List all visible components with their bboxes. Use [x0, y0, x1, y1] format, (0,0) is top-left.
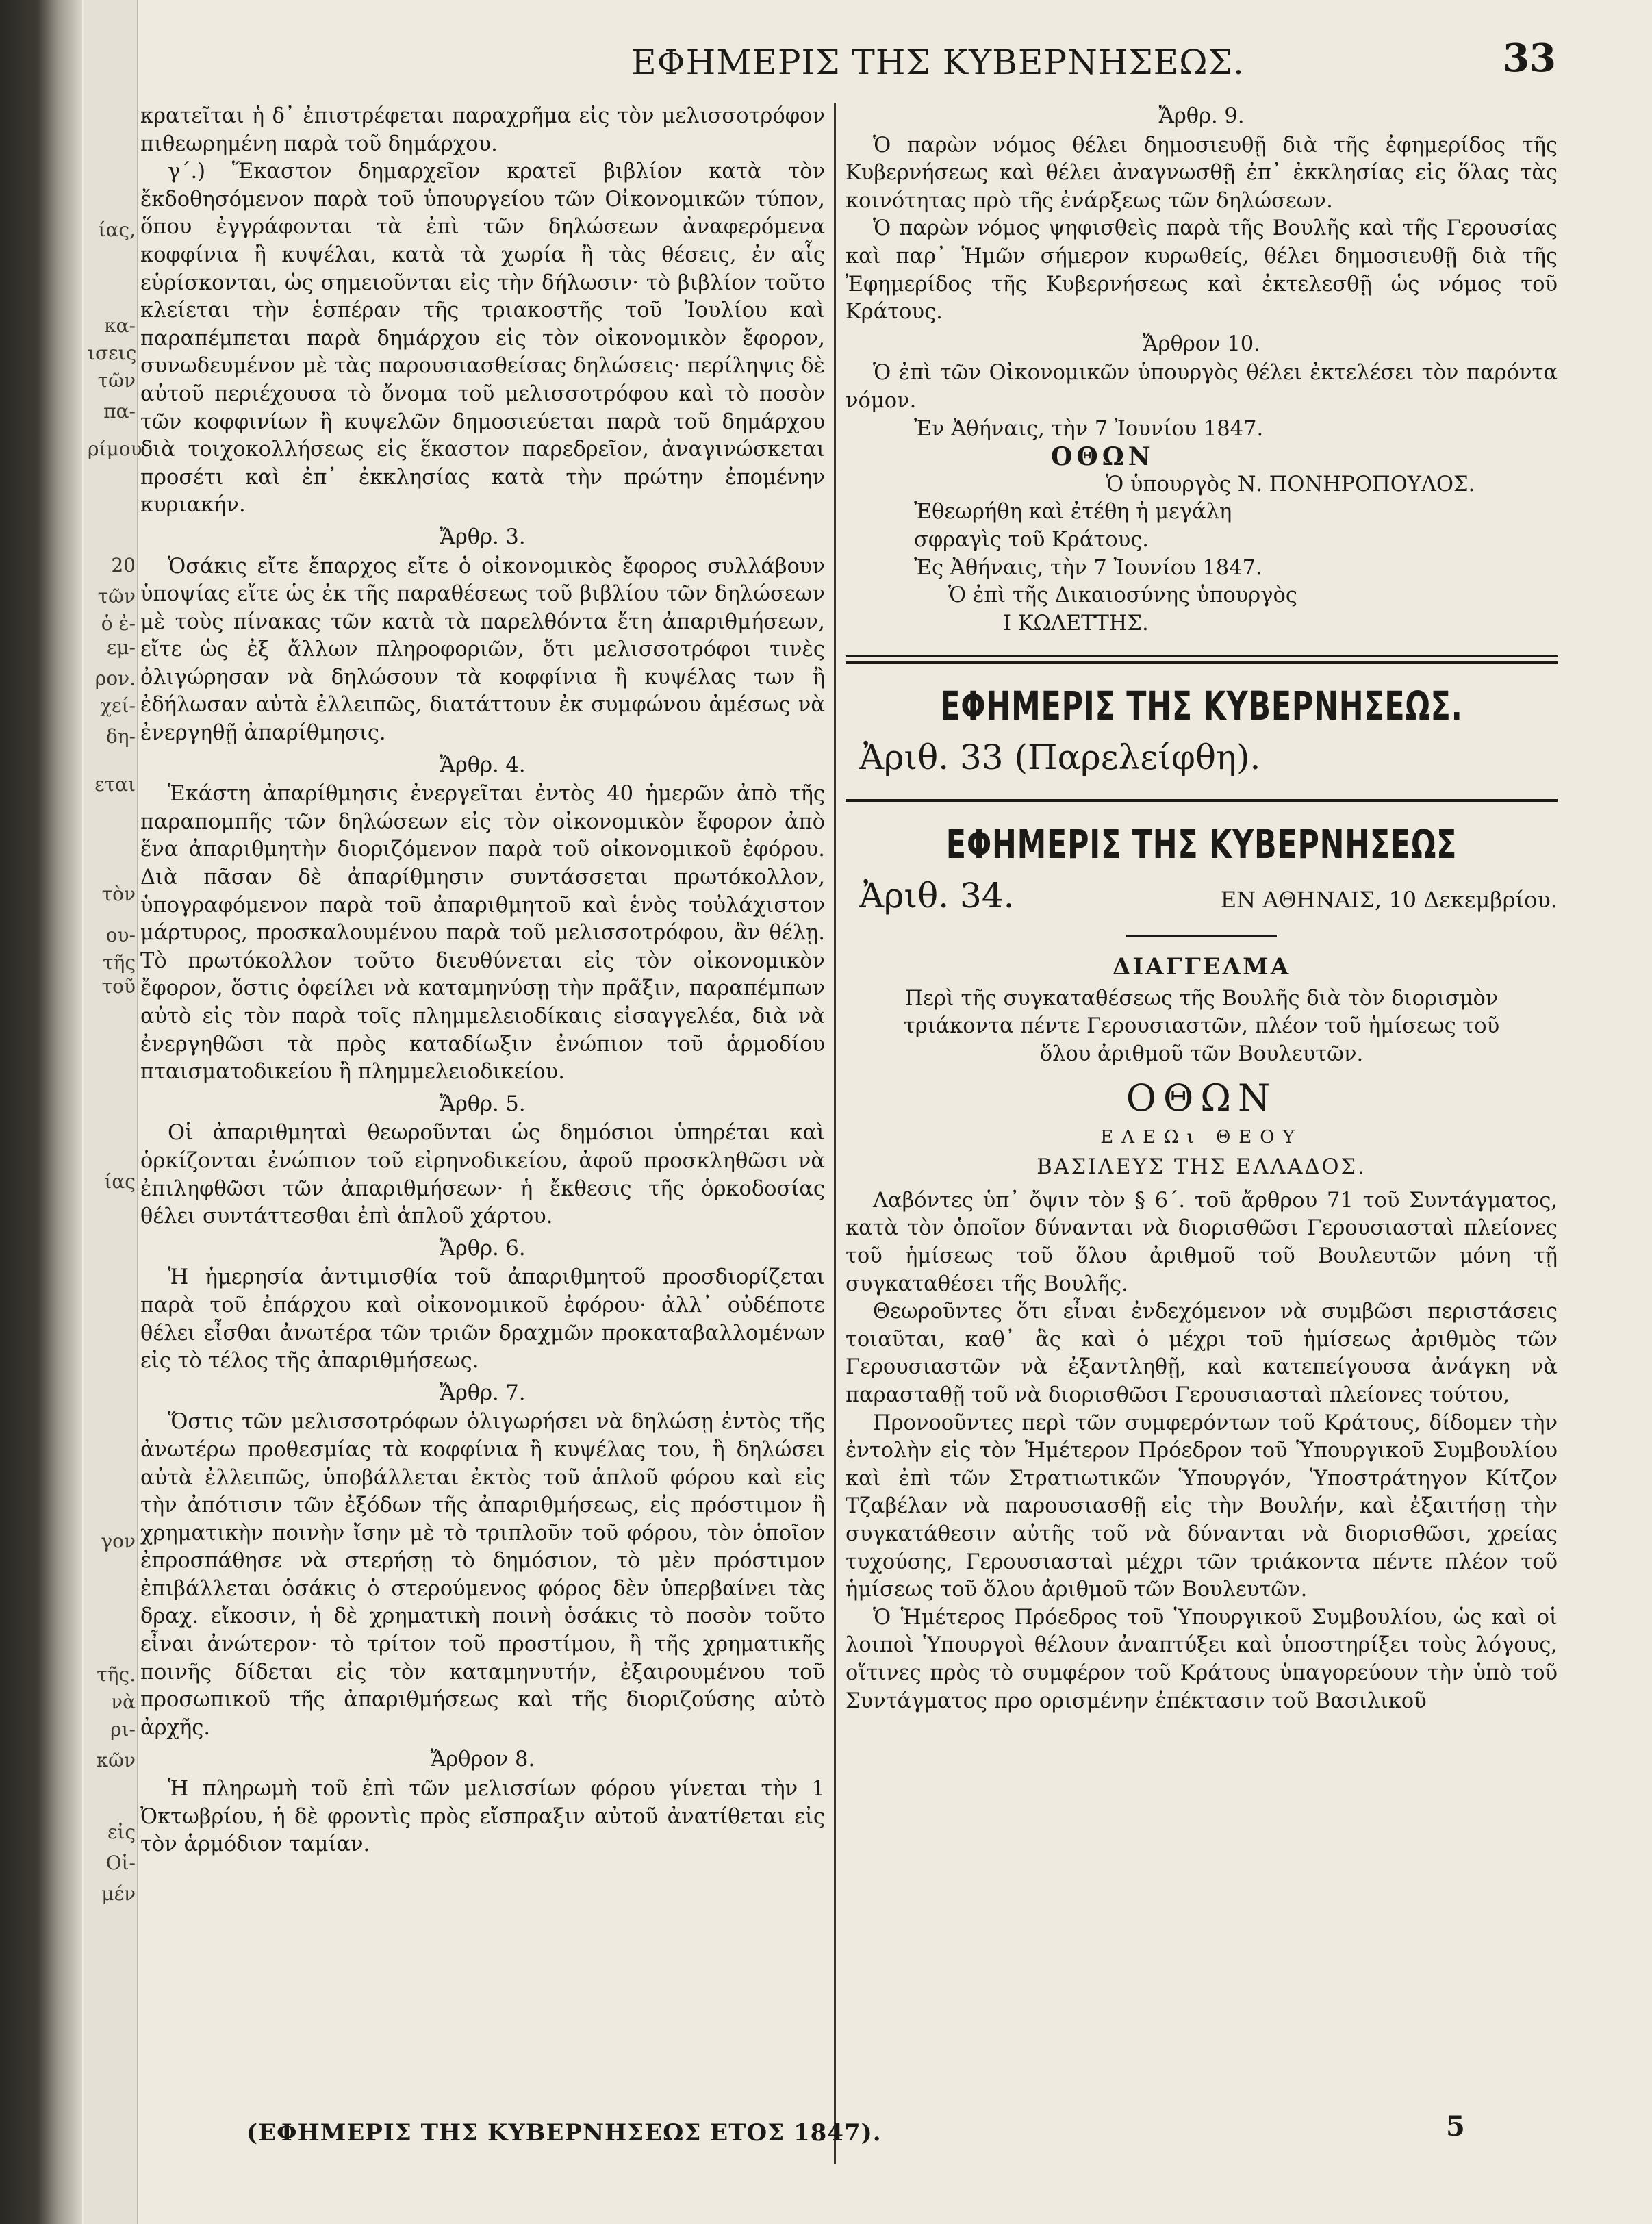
article-text: Ὁ παρὼν νόμος θέλει δημοσιευθῇ διὰ τῆς ἐφημερίδος τῆς Κυβερνήσεως καὶ θέλει ἀναγνωσθῇ ἐπ᾽ ἐκκλησίας εἰς ὅλας τὰς κοινότητας πρὸ τῆς ἐνάρξεως τῶν δηλώσεων. [846, 133, 1558, 213]
margin-fragment: κῶν [96, 1749, 136, 1771]
margin-fragment: τῶν [97, 369, 136, 392]
signature-justice-name: Ι ΚΩΛΕΤΤΗΣ. [1003, 611, 1149, 635]
section-rule [1126, 935, 1277, 937]
margin-fragment: ου- [105, 924, 136, 946]
page-header [137, 27, 1652, 96]
margin-fragment: πα- [103, 400, 136, 422]
margin-fragment: τὸν [101, 883, 136, 905]
signature-justice-title: Ὁ ἐπὶ τῆς Δικαιοσύνης ὑπουργὸς [948, 583, 1297, 608]
signature-minister: Ὁ ὑπουργὸς Ν. ΠΟΝΗΡΟΠΟΥΛΟΣ. [1106, 472, 1475, 496]
article-heading: Ἄρθρ. 5. [440, 1091, 526, 1116]
margin-fragment: Οἱ- [105, 1852, 136, 1874]
margin-fragment: ίας, [98, 218, 136, 241]
decree-paragraph: Λαβόντες ὑπ᾽ ὄψιν τὸν § 6΄. τοῦ ἄρθρου 71 τοῦ Συντάγματος, κατὰ τὸν ὁποῖον δύνανται νὰ διορισθῶσι Γερουσιασταὶ πλείονες τοῦ ἡμίσεως τοῦ ὅλου ἀριθμοῦ τοῦ Βουλευτῶν μόνη τῇ συγκαταθέσει τῆς Βουλῆς. [846, 1188, 1558, 1296]
margin-fragment: εμ- [106, 636, 136, 659]
section-rule [846, 655, 1558, 664]
decree-paragraph: Ὁ Ἡμέτερος Πρόεδρος τοῦ Ὑπουργικοῦ Συμβουλίου, ὡς καὶ οἱ λοιποὶ Ὑπουργοὶ θέλουν ἀναπτύξει καὶ ὑποστηρίξει τοὺς λόγους, οἵτινες πρὸς τὸ συμφέρον τοῦ Κράτους ὑπαγορεύουν τὴν ὑπὸ τοῦ Συντάγματος προ ορισμένην ἐπέκτασιν τοῦ Βασιλικοῦ [846, 1605, 1558, 1713]
article-heading: Ἄρθρ. 3. [440, 525, 526, 549]
margin-fragment: ρίμου [88, 438, 142, 460]
article-text: Ἡ πληρωμὴ τοῦ ἐπὶ τῶν μελισσίων φόρου γίνεται τὴν 1 Ὀκτωβρίου, ἡ δὲ φροντὶς πρὸς εἴσπραξιν αὐτοῦ ἀνατίθεται εἰς τὸν ἁρμόδιον ταμίαν. [140, 1777, 825, 1857]
margin-fragment: ρον. [94, 667, 136, 690]
article-heading: Ἄρθρ. 6. [440, 1236, 526, 1261]
article-heading: Ἄρθρ. 7. [440, 1380, 526, 1405]
decree-paragraph: Θεωροῦντες ὅτι εἶναι ἐνδεχόμενον νὰ συμβῶσι περιστάσεις τοιαῦται, καθ᾽ ἃς καὶ ὁ μέχρι τοῦ ἡμίσεως ἀριθμὸς τῶν Γερουσιαστῶν νὰ ἐξαντληθῇ, καὶ κατεπείγουσα ἀνάγκη νὰ παρασταθῇ τοῦ νὰ διορισθῶσι Γερουσιασταὶ πλείονες τούτου, [846, 1300, 1558, 1407]
article-heading: Ἄρθρ. 4. [440, 753, 526, 777]
decree-heading: ΔΙΑΓΓΕΛΜΑ [1112, 953, 1291, 981]
margin-fragment: γον [101, 1530, 136, 1552]
margin-fragment: ὁ ἐ- [101, 612, 136, 635]
margin-fragment: τῶν [97, 585, 136, 607]
issue-date: ΕΝ ΑΘΗΝΑΙΣ, 10 Δεκεμβρίου. [1220, 887, 1558, 913]
signature-place-date: Ἐς Ἀθήναις, τὴν 7 Ἰουνίου 1847. [914, 555, 1262, 580]
article-text: Ἡ ἡμερησία ἀντιμισθία τοῦ ἀπαριθμητοῦ προσδιορίζεται παρὰ τοῦ ἐπάρχου καὶ οἰκονομικοῦ ἐφόρου· ἀλλ᾽ οὐδέποτε θέλει εἶσθαι ἀνωτέρα τῶν τριῶν δραχμῶν προκαταβαλλομένων εἰς τὸ τέλος τῆς ἀπαριθμήσεως. [140, 1265, 825, 1374]
margin-fragment: δη- [105, 725, 136, 748]
left-footer: (ΕΦΗΜΕΡΙΣ ΤΗΣ ΚΥΒΕΡΝΗΣΕΩΣ ΕΤΟΣ 1847). [246, 2119, 882, 2147]
article-text: Ὁ παρὼν νόμος ψηφισθεὶς παρὰ τῆς Βουλῆς καὶ τῆς Γερουσίας καὶ παρ᾽ Ἡμῶν σήμερον κυρωθείς, θέλει δημοσιευθῇ διὰ τῆς Ἐφημερίδος τῆς Κυβερνήσεως καὶ ἐκτελεσθῇ ὡς νόμος τοῦ Κράτους. [846, 216, 1558, 325]
article-heading: Ἄρθρ. 9. [1158, 104, 1245, 128]
article-text: Ὅστις τῶν μελισσοτρόφων ὀλιγωρήσει νὰ δηλώσῃ ἐντὸς τῆς ἀνωτέρω προθεσμίας τὰ κοφφίνια ἢ κυψέλας του, ἢ δηλώσει αὐτὰ ἐλλειπῶς, ὑποβάλλεται ἐκτὸς τοῦ ἁπλοῦ φόρου καὶ εἰς τὴν ἀπότισιν τῶν ἐξόδων τῆς ἀπαριθμήσεως, εἰς πρόστιμον ἢ χρηματικὴν ποινὴν ἴσην μὲ τὸ τριπλοῦν τοῦ φόρου, τὸν ὁποῖον ἐπροσπάθησε νὰ στερήσῃ τὸ δημόσιον, τὸ μὲν πρόστιμον ἐπιβάλλεται ὁσάκις ὁ στερούμενος φόρος δὲν ὑπερβαίνει τὰς δραχ. εἴκοσιν, ἡ δὲ χρηματικὴ ποινὴ ὁσάκις τὸ ποσὸν τοῦτο εἶναι ἀνώτερον· τὸ τρίτον τοῦ προστίμου, ἢ τῆς χρηματικῆς ποινῆς δίδεται εἰς τὸν καταμηνυτήν, ἐξαιρουμένου τοῦ προσωπικοῦ τῆς ἀπαριθμήσεως καὶ τῆς διοριζούσης αὐτὸ ἀρχῆς. [140, 1410, 825, 1740]
margin-fragment: κα- [104, 314, 136, 337]
right-column [846, 103, 1558, 2169]
issue-row [846, 872, 1558, 920]
margin-fragment: χεί- [100, 694, 136, 717]
gazette-title: ΕΦΗΜΕΡΙΣ ΤΗΣ ΚΥΒΕΡΝΗΣΕΩΣ. [940, 683, 1463, 730]
margin-fragment: εται [94, 773, 136, 796]
issue-number: Ἀριθ. 33 (Παρελείφθη). [859, 737, 1261, 778]
decree-subject: Περὶ τῆς συγκαταθέσεως τῆς Βουλῆς διὰ τὸν διορισμὸν τριάκοντα πέντε Γερουσιαστῶν, πλέον τοῦ ἡμίσεως τοῦ ὅλου ἀριθμοῦ τῶν Βουλευτῶν. [903, 986, 1500, 1067]
article-text: Οἱ ἀπαριθμηταὶ θεωροῦνται ὡς δημόσιοι ὑπηρέται καὶ ὁρκίζονται ἐνώπιον τοῦ εἰρηνοδικείου, ἀφοῦ προσκληθῶσι νὰ ἐπιληφθῶσι τῶν ἀπαριθμήσεων· ἡ ἔκθεσις τῆς ὁρκοδοσίας θέλει συντάττεσθαι ἐπὶ ἁπλοῦ χάρτου. [140, 1121, 825, 1229]
margin-fragment: τῆς. [97, 1663, 136, 1686]
column-divider [834, 103, 836, 2164]
book-binding-shadow [0, 0, 82, 2224]
decree-title: ΒΑΣΙΛΕΥΣ ΤΗΣ ΕΛΛΑΔΟΣ. [1037, 1155, 1367, 1180]
page-number: 33 [1503, 36, 1556, 81]
signature-mark: 5 [1446, 2110, 1465, 2143]
margin-fragment: εἰς [107, 1821, 136, 1843]
article-heading: Ἄρθρον 10. [1143, 331, 1260, 356]
margin-fragments [88, 130, 142, 2116]
decree-grace: ΕΛΕΩι ΘΕΟΥ [1100, 1126, 1303, 1148]
section-rule [846, 799, 1558, 802]
margin-fragment: ρι- [110, 1718, 136, 1741]
margin-fragment: νὰ [111, 1691, 136, 1713]
margin-fragment: μέν [101, 1882, 136, 1905]
signature-king: ΟΘΩΝ [1051, 442, 1155, 472]
article-text: Ὁ ἐπὶ τῶν Οἰκονομικῶν ὑπουργὸς θέλει ἐκτελέσει τὸν παρόντα νόμον. [846, 361, 1558, 413]
paragraph: κρατεῖται ἡ δ᾽ ἐπιστρέφεται παραχρῆμα εἰς τὸν μελισσοτρόφον πιθεωρημένη παρὰ τοῦ δημάρχου. [140, 104, 825, 156]
signature-place-date: Ἐν Ἀθήναις, τὴν 7 Ἰουνίου 1847. [914, 416, 1264, 441]
margin-fragment: ισεις [88, 342, 137, 364]
decree-paragraph: Προνοοῦντες περὶ τῶν συμφερόντων τοῦ Κράτους, δίδομεν τὴν ἐντολὴν εἰς τὸν Ἡμέτερον Πρόεδρον τοῦ Ὑπουργικοῦ Συμβουλίου καὶ ἐπὶ τῶν Στρατιωτικῶν Ὑπουργόν, Ὑποστράτηγον Κίτζον Τζαβέλαν νὰ παρουσιασθῇ εἰς τὴν Βουλήν, καὶ ἐξαιτήσῃ τὴν συγκατάθεσιν αὐτῆς τοῦ νὰ δύνανται νὰ διορισθῶσι, χρείας τυχούσης, Γερουσιασταὶ μέχρι τῶν τριάκοντα πέντε πλέον τοῦ ἡμίσεως τοῦ ὅλου ἀριθμοῦ τῶν Βουλευτῶν. [846, 1411, 1558, 1602]
left-column [140, 103, 825, 2169]
seal-line: Ἐθεωρήθη καὶ ἐτέθη ἡ μεγάλη [914, 500, 1232, 525]
article-heading: Ἄρθρον 8. [430, 1747, 535, 1772]
margin-fragment: τοῦ [101, 975, 136, 998]
seal-line: σφραγὶς τοῦ Κράτους. [914, 527, 1149, 552]
paragraph: γ΄.) Ἕκαστον δημαρχεῖον κρατεῖ βιβλίον κατὰ τὸν ἔκδοθησόμενον παρὰ τοῦ ὑπουργείου τῶν Οἰκονομικῶν τύπον, ὅπου ἐγγράφονται τὰ ἐπὶ τῶν δηλώσεων ἀναφερόμενα κοφφίνια ἢ κυψέλαι, κατὰ τὰ χωρία ἢ τὰς θέσεις, ἐν αἷς εὑρίσκονται, ὡς σημειοῦνται εἰς τὴν δήλωσιν· τὸ βιβλίον τοῦτο κλείεται τὴν ἑσπέραν τῆς τριακοστῆς τοῦ Ἰουλίου καὶ παραπέμπεται παρὰ δημάρχου εἰς τὸν οἰκονομικὸν ἔφορον, συνωδευμένον μὲ τὰς παρουσιασθείσας δηλώσεις· περίληψις δὲ αὐτοῦ περιέχουσα τὸ ὄνομα τοῦ μελισσοτρόφου καὶ τὸ ποσὸν τῶν κοφφινίων ἢ κυψελῶν δημοσιεύεται παρὰ τοῦ δημάρχου διὰ τοιχοκολλήσεως εἰς ἕκαστον παρεδρεῖον, ἀναγινώσκεται προσέτι καὶ ἐπ᾽ ἐκκλησίας κατὰ τὴν πρώτην ἐπομένην κυριακήν. [140, 160, 825, 518]
decree-king: ΟΘΩΝ [1126, 1076, 1278, 1120]
issue-number: Ἀριθ. 34. [859, 876, 1015, 916]
article-text: Ἑκάστη ἀπαρίθμησις ἐνεργεῖται ἐντὸς 40 ἡμερῶν ἀπὸ τῆς παραπομπῆς τῶν δηλώσεων εἰς τὸν οἰκονομικὸν ἔφορον ἀπὸ ἕνα ἀπαριθμητὴν διοριζόμενον παρὰ τοῦ οἰκονομικοῦ ἐφόρου. Διὰ πᾶσαν δὲ ἀπαρίθμησιν συντάσσεται πρωτόκολλον, ὑπογραφόμενον παρὰ τοῦ ἀπαριθμητοῦ καὶ ἑνὸς τοὐλάχιστον μάρτυρος, προσκαλουμένου παρὰ τοῦ μελισσοτρόφου, ἂν θέλῃ. Τὸ πρωτόκολλον τοῦτο διευθύνεται εἰς τὸν οἰκονομικὸν ἔφορον, ὅστις ὀφείλει νὰ καταμηνύσῃ τὴν πρᾶξιν, παραπέμπων αὐτὸ εἰς τὸν παρὰ τοῖς πλημμελειοδίκαις εἰσαγγελέα, διὰ νὰ ἐνεργηθῶσι τὰ πρὸς καταδίωξιν ἐνώπιον τοῦ ἁρμοδίου πταισματοδικείου ἢ πλημμελειοδικείου. [140, 782, 825, 1085]
margin-fragment: ίας [104, 1170, 136, 1193]
running-title: ΕΦΗΜΕΡΙΣ ΤΗΣ ΚΥΒΕΡΝΗΣΕΩΣ. [631, 42, 1245, 82]
margin-fragment: τῆς [103, 951, 136, 974]
gazette-title: ΕΦΗΜΕΡΙΣ ΤΗΣ ΚΥΒΕΡΝΗΣΕΩΣ [945, 821, 1458, 868]
margin-fragment: 20 [111, 554, 136, 577]
article-text: Ὁσάκις εἴτε ἔπαρχος εἴτε ὁ οἰκονομικὸς ἔφορος συλλάβουν ὑποψίας εἴτε ὡς ἐκ τῆς παραθέσεως τοῦ βιβλίου τῶν δηλώσεων μὲ τοὺς πίνακας τῶν κατὰ τὰ παρελθόντα ἔτη ἀπαριθμήσεων, εἴτε ὡς ἐξ ἄλλων πληροφοριῶν, ὅτι μελισσοτρόφοι τινὲς ὀλιγώρησαν νὰ δηλώσουν τὰ κοφφίνια ἢ κυψέλας των ἢ ἐδήλωσαν αὐτὰ ἐλλειπῶς, διατάττουν ἐκ συμφώνου ἀμέσως νὰ ἐνεργηθῇ ἀπαρίθμησις. [140, 554, 825, 746]
